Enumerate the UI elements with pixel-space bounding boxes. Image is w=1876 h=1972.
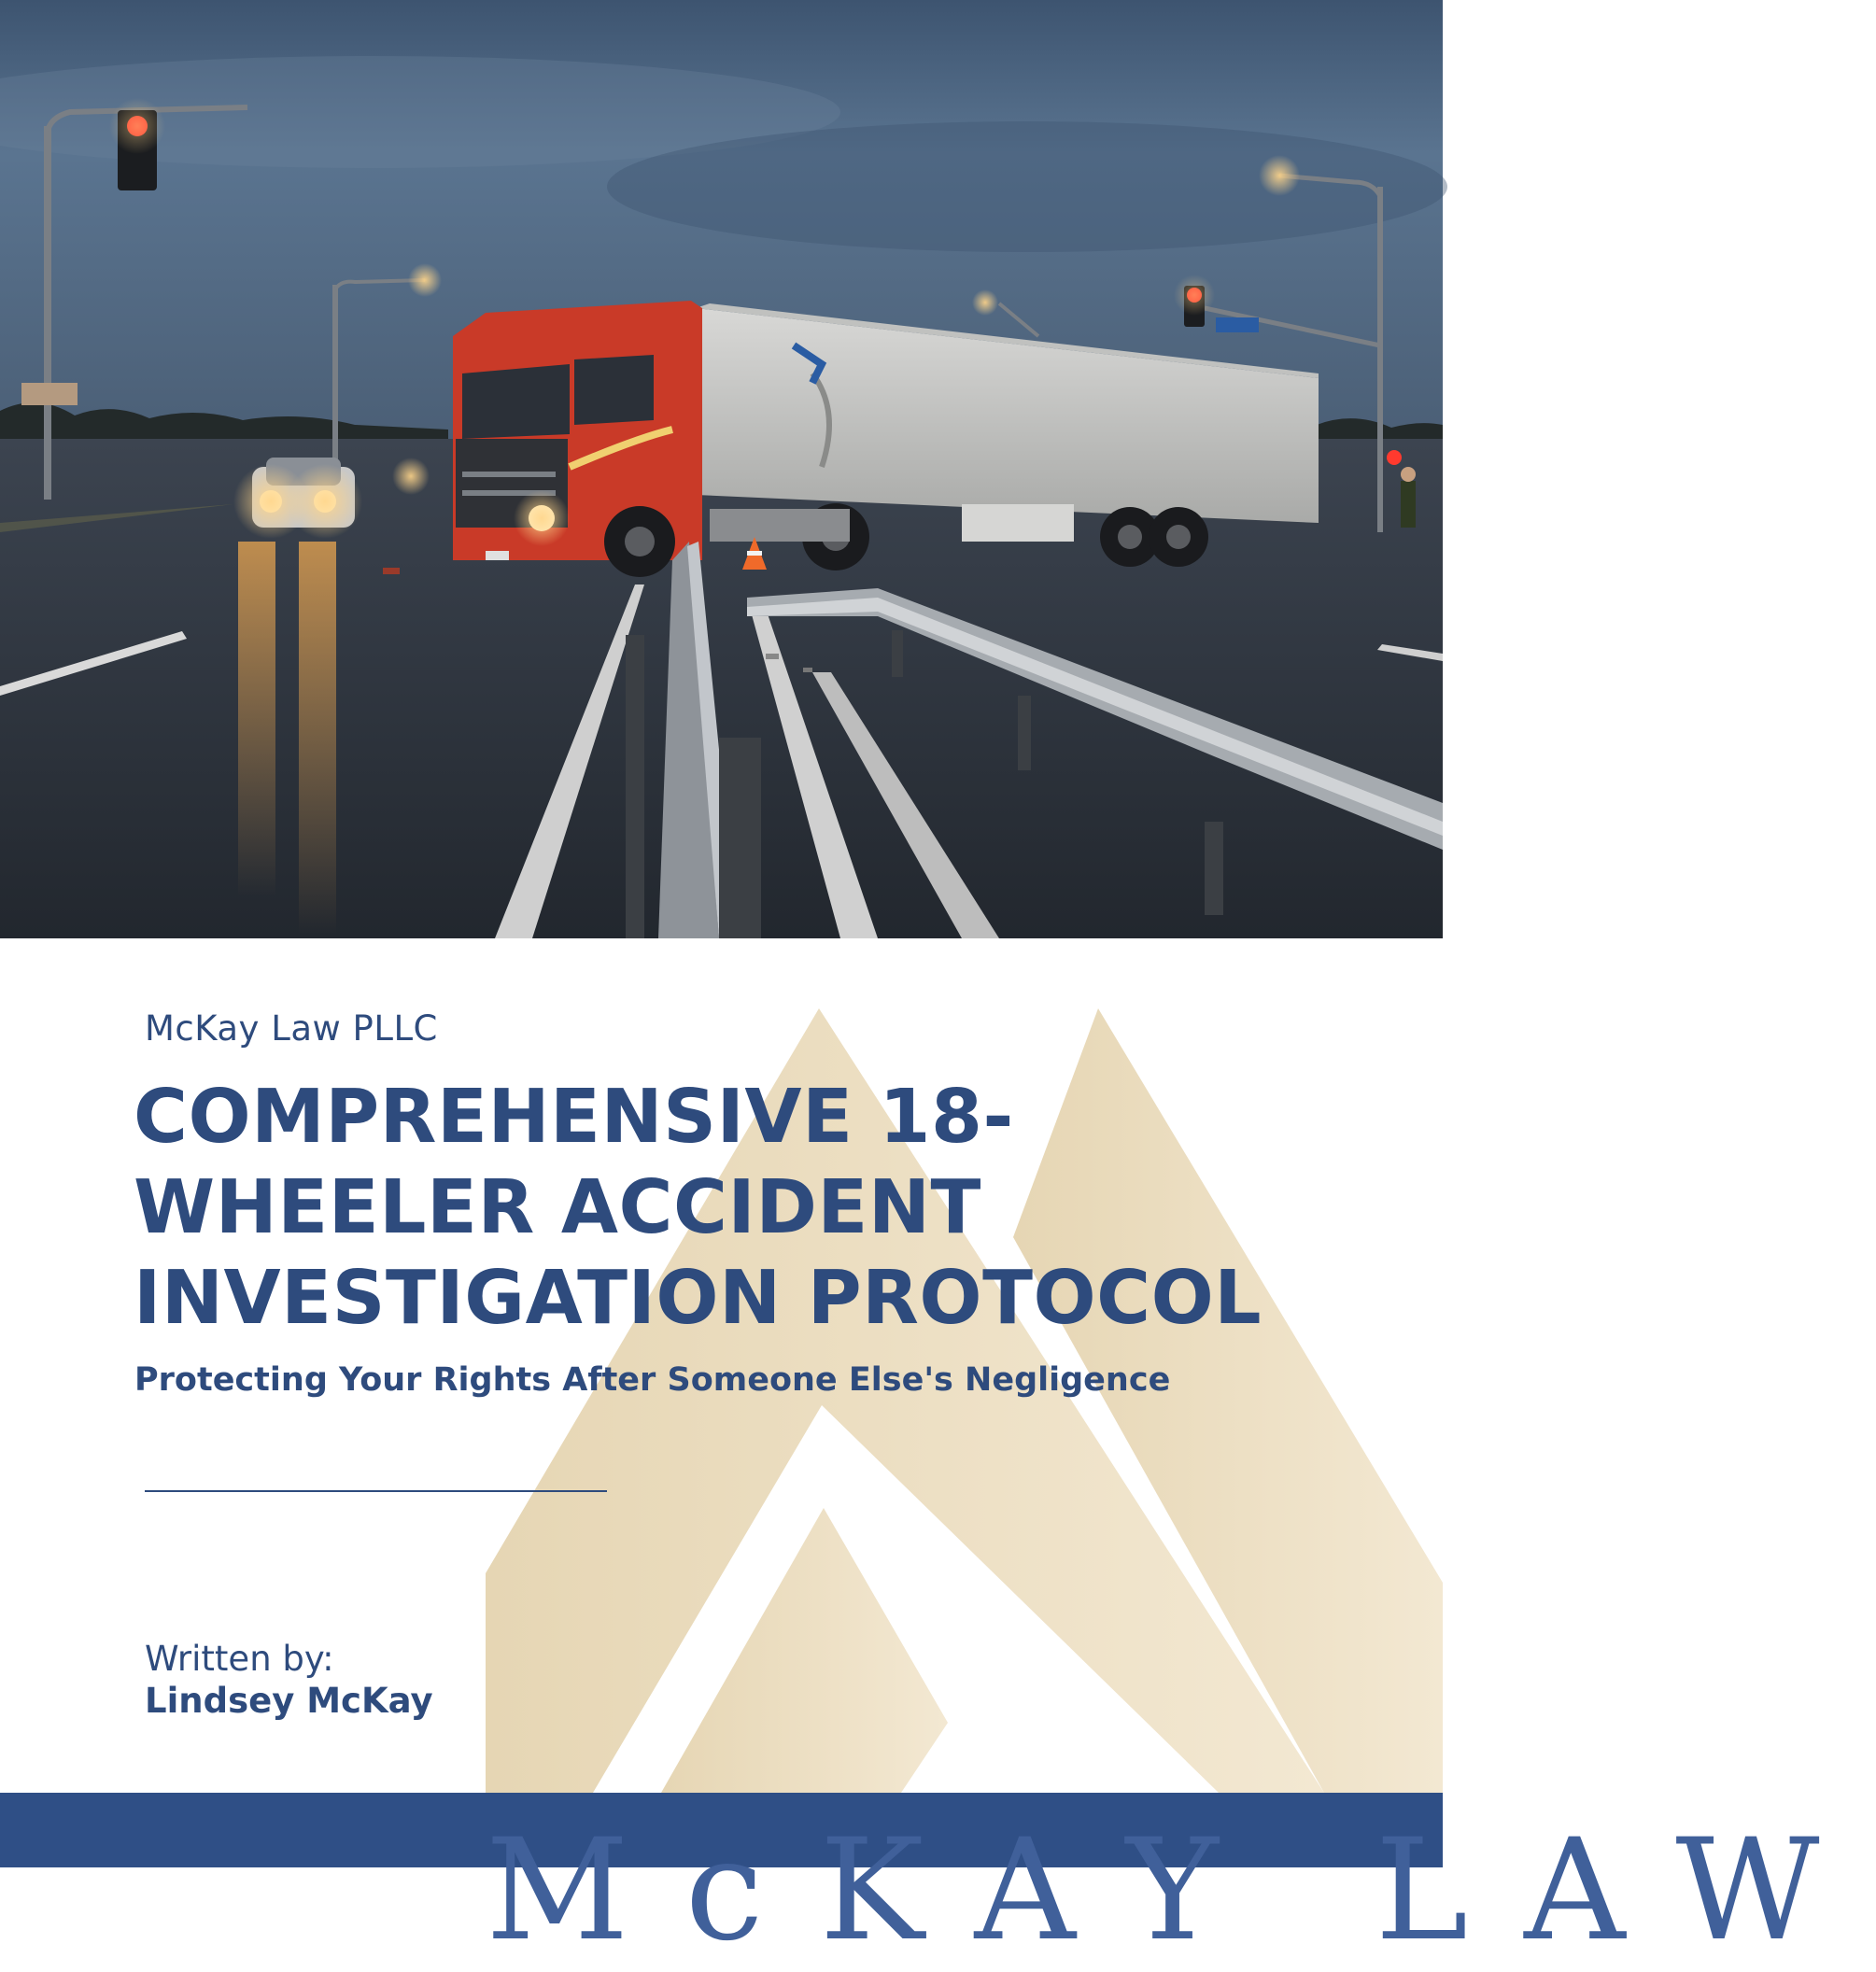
divider-line (145, 1490, 607, 1492)
author-name: Lindsey McKay (145, 1681, 433, 1721)
firm-name: McKay Law PLLC (145, 1008, 438, 1049)
title-line-3: INVESTIGATION PROTOCOL (134, 1255, 1262, 1341)
footer-band (0, 1793, 1876, 1972)
author-label: Written by: (145, 1639, 334, 1679)
truck-accident-photo-icon (0, 0, 1443, 938)
document-subtitle: Protecting Your Rights After Someone Else's Negligence (134, 1361, 1171, 1399)
hero-photo (0, 0, 1443, 938)
document-title (134, 1072, 1262, 1344)
title-line-1: COMPREHENSIVE 18- (134, 1074, 1014, 1160)
title-line-2: WHEELER ACCIDENT (134, 1164, 981, 1250)
footer-watermark-logo-text: McKAY LAW (486, 1810, 1876, 1972)
